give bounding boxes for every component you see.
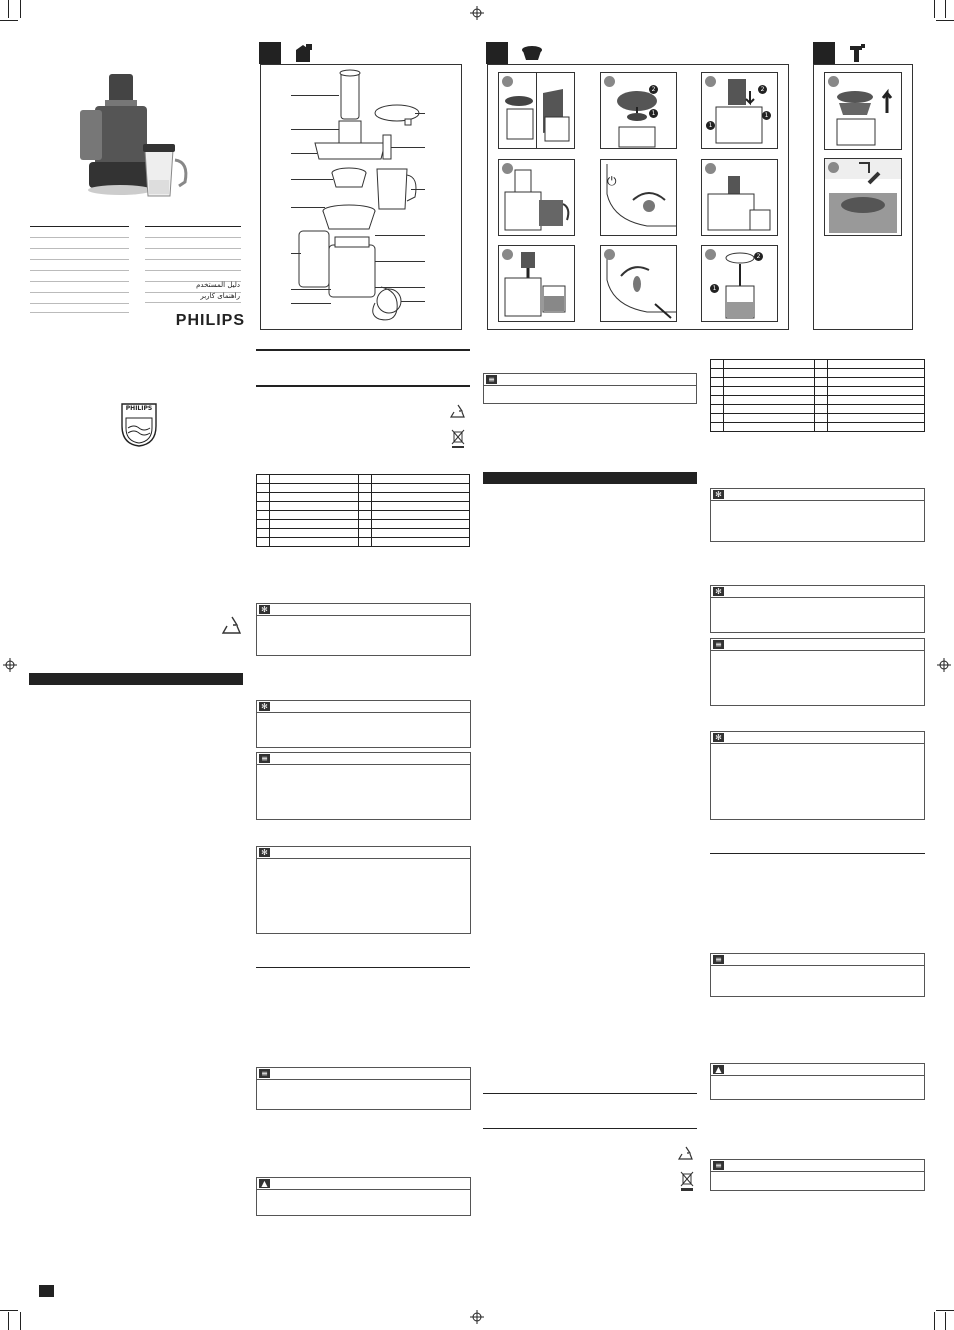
tip-icon: ✻ — [259, 702, 270, 711]
language-rule — [30, 226, 129, 227]
note-icon: ≡ — [486, 375, 497, 384]
section-rule — [483, 1093, 697, 1094]
crossed-bin-icon — [450, 428, 466, 448]
section-bar — [483, 472, 697, 484]
shield-text: PHILIPS — [125, 405, 153, 412]
step-figure: 2 1 — [701, 245, 778, 322]
tip-box — [256, 700, 471, 748]
step-figure: 2 1 1 — [701, 72, 778, 149]
warning-icon: ▲ — [713, 1065, 724, 1074]
step-figure — [600, 159, 677, 236]
page-number-tab — [39, 1285, 54, 1297]
step-figure — [824, 72, 902, 150]
cleaning-panel — [813, 64, 913, 330]
step-figure — [701, 159, 778, 236]
note-box — [256, 1067, 471, 1110]
registration-mark — [470, 1310, 484, 1324]
crop-mark — [20, 0, 21, 18]
panel-tab-1 — [259, 42, 281, 64]
panel-tab-2 — [486, 42, 508, 64]
note-box — [483, 373, 697, 404]
note-icon: ≡ — [713, 640, 724, 649]
tip-box — [710, 731, 925, 820]
arabic-title-1: دليل المستخدم — [196, 281, 240, 289]
note-box — [256, 752, 471, 820]
note-box — [710, 1159, 925, 1191]
tip-icon: ✻ — [713, 733, 724, 742]
step-figure: 2 1 — [600, 72, 677, 149]
crop-mark — [20, 1312, 21, 1330]
arabic-title-2: راهنمای کاربر — [200, 292, 240, 300]
section-rule — [710, 853, 925, 854]
crop-mark — [8, 1312, 9, 1330]
note-icon: ≡ — [713, 955, 724, 964]
tip-box — [256, 846, 471, 934]
philips-logo: PHILIPS — [175, 312, 245, 329]
crop-mark — [934, 1312, 935, 1330]
crossed-bin-icon — [679, 1170, 695, 1192]
assembly-steps-panel — [487, 64, 789, 330]
step-figure — [824, 158, 902, 236]
recycle-icon — [449, 403, 467, 421]
crop-mark — [945, 1312, 946, 1330]
panel-tab-3 — [813, 42, 835, 64]
step-figure — [498, 72, 575, 149]
tip-icon: ✻ — [259, 605, 270, 614]
plug-icon: ⏻ — [607, 174, 617, 188]
recycle-icon — [677, 1145, 695, 1163]
warning-icon: ▲ — [259, 1179, 270, 1188]
language-rule — [145, 226, 241, 227]
tip-box — [710, 488, 925, 542]
step-figure — [498, 245, 575, 322]
note-box — [710, 638, 925, 706]
tip-box — [710, 585, 925, 633]
registration-mark — [937, 658, 951, 672]
section-bar — [29, 673, 243, 685]
spec-table — [256, 474, 470, 547]
tip-icon: ✻ — [259, 848, 270, 857]
note-box — [710, 953, 925, 997]
bowl-icon — [520, 42, 544, 64]
juicer-product-photo — [75, 70, 195, 210]
tip-icon: ✻ — [713, 587, 724, 596]
section-rule — [256, 349, 470, 351]
parts-overview-panel — [260, 64, 462, 330]
step-figure — [600, 245, 677, 322]
warning-box — [710, 1063, 925, 1100]
registration-mark — [470, 6, 484, 20]
section-rule — [256, 385, 470, 387]
crop-mark — [0, 1310, 18, 1311]
tap-icon — [846, 42, 868, 64]
philips-shield-logo — [120, 402, 158, 448]
registration-mark — [3, 658, 17, 672]
step-figure — [498, 159, 575, 236]
crop-mark — [936, 20, 954, 21]
spec-table — [710, 359, 925, 432]
tip-icon: ✻ — [713, 490, 724, 499]
warning-box — [256, 1177, 471, 1216]
note-icon: ≡ — [259, 1069, 270, 1078]
crop-mark — [0, 20, 18, 21]
crop-mark — [945, 0, 946, 18]
section-rule — [256, 967, 470, 968]
crop-mark — [936, 1310, 954, 1311]
note-icon: ≡ — [259, 754, 270, 763]
note-icon: ≡ — [713, 1161, 724, 1170]
crop-mark — [934, 0, 935, 18]
section-rule — [483, 1128, 697, 1129]
tip-box — [256, 603, 471, 656]
crop-mark — [8, 0, 9, 18]
recycle-icon — [220, 614, 244, 638]
box-icon — [292, 42, 316, 64]
